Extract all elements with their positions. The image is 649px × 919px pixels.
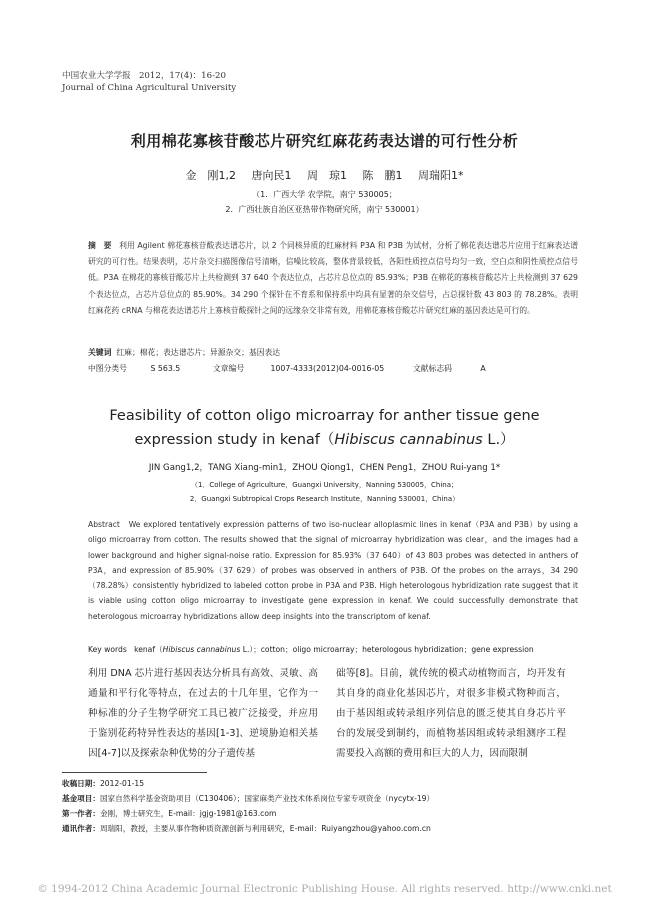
footnote-funding: 基金项目：国家自然科学基金资助项目（C130406）；国家麻类产业技术体系岗位专家专项资金（nycytx-19） (62, 794, 435, 803)
title-en-line2-end: L.） (482, 432, 515, 448)
doc-code-label: 文献标志码 (412, 364, 452, 373)
affiliation-zh: 2．广西壮族自治区亚热带作物研究所，南宁 530001） (225, 205, 424, 214)
keywords-en (88, 644, 598, 655)
footnote-received: 收稿日期：2012-01-15 (62, 779, 145, 788)
doc-number-label: 文章编号 (212, 364, 245, 373)
authors-zh (0, 167, 649, 183)
abstract-zh (88, 238, 578, 319)
affiliation-zh: （1．广西大学 农学院，南宁 530005； (252, 190, 397, 199)
journal-name-zh: 中国农业大学学报 (62, 71, 131, 81)
keywords-label-en: Key words (88, 645, 127, 654)
title-en-line2: expression study in kenaf（ (134, 432, 335, 448)
abstract-text-en: We explored tentatively expression patterns of two iso-nuclear alloplasmic lines in kenaf（P3A and P3B）by using a oligo microarray from cotton. The results showed that the signal of microarray hybridization was clear，and the images had a lower background and higher signal-noise ratio. Expression for 85.93%（37 640）of 43 803 probes was detected in anthers of P3A，and expression of 85.90%（37 629）of probes was observed in anthers of P3B. Of the probes on the arrays，34 290（78.28%）consistently hybridized to labeled cotton probe in P3A and P3B. High heterologous hybridization rate suggest that it is viable using cotton oligo microarray to investigate gene expression in kenaf. We could successfully demonstrate that heterologous microarray hybridizations allow deep insights into the transcriptom of kenaf. (88, 520, 578, 621)
title-en-species: Hibiscus cannabinus (334, 432, 483, 448)
keywords-en-pre: kenaf（ (134, 645, 163, 654)
affiliation-en: 2．Guangxi Subtropical Crops Research Institute，Nanning 530001，China） (189, 495, 460, 503)
abstract-en (88, 517, 578, 624)
keywords-en-species: Hibiscus cannabinus (162, 645, 241, 654)
keywords-label-zh: 关键词 (88, 348, 112, 357)
author-zh: 陈 鹏1 (362, 169, 403, 182)
affiliations-zh (0, 187, 649, 217)
abstract-text-zh: 利用 Agilent 棉花寡核苷酸表达谱芯片，以 2 个同核异质的红麻材料 P3A 和 P3B 为试材，分析了棉花表达谱芯片应用于红麻表达谱研究的可行性。结果表明，芯片杂交扫描图像信号清晰，信噪比较高，整体背景较低，各阳性质控点信号均匀一致，空白点和阴性质控点信号低。P3A 在棉花的寡核苷酸芯片上共检测到 37 640 个表达位点，占芯片总位点的 85.93%；P3B 在棉花的寡核苷酸芯片上共检测到 37 629 个表达位点，占芯片总位点的 85.90%。34 290 个探针在不育系和保持系中均具有显著的杂交信号，占总探针数 43 803 的 78.28%。表明红麻花药 cRNA 与棉花表达谱芯片上寡核苷酸探针之间的远缘杂交非常有效，用棉花寡核苷酸芯片研究红麻的基因表达是可行的。 (88, 241, 579, 315)
body-column-right: 础等[8]。目前，就传统的模式动植物而言，均开发有其自身的商业化基因芯片，对很多非模式物种而言，由于基因组或转录组序列信息的匮乏使其自身芯片平台的发展受到制约，而植物基因组或转录组测序工程需要投入高额的费用和巨大的人力，因而限制 (336, 668, 566, 759)
copyright-watermark: © 1994-2012 China Academic Journal Electronic Publishing House. All rights reserved. http://www.cnki.net (37, 883, 612, 895)
author-zh: 周 琼1 (307, 169, 347, 182)
classification-zh (88, 363, 578, 374)
title-en-line1: Feasibility of cotton oligo microarray for anther tissue gene (109, 408, 540, 424)
paper-title-en (0, 404, 649, 452)
clc-value: S 563.5 (150, 364, 181, 373)
journal-issue: 2012，17(4)：16-20 (138, 71, 226, 81)
author-zh: 周瑞阳1* (418, 169, 464, 182)
paper-title-zh: 利用棉花寡核苷酸芯片研究红麻花药表达谱的可行性分析 (130, 132, 519, 150)
footnote-divider (62, 772, 207, 773)
authors-en: JIN Gang1,2，TANG Xiang-min1，ZHOU Qiong1，CHEN Peng1，ZHOU Rui-yang 1* (148, 463, 501, 473)
footnote-corresponding: 通讯作者：周瑞阳，教授，主要从事作物种质资源创新与利用研究，E-mail：Ruiyangzhou@yahoo.com.cn (62, 824, 431, 833)
clc-label: 中图分类号 (88, 364, 127, 373)
doc-number-value: 1007-4333(2012)04-0016-05 (270, 364, 385, 373)
author-zh: 唐向民1 (251, 169, 292, 182)
author-zh: 金 刚1,2 (185, 169, 236, 182)
affiliation-en: （1．College of Agriculture，Guangxi University，Nanning 530005，China； (190, 481, 459, 489)
abstract-label-zh: 摘 要 (88, 241, 112, 250)
body-column-left: 利用 DNA 芯片进行基因表达分析具有高效、灵敏、高通量和平行化等特点，在过去的十几年里，它作为一种标准的分子生物学研究工具已被广泛接受，并应用于鉴别花药特异性表达的基因[1-3]、逆境胁迫相关基因[4-7]以及探索杂种优势的分子遗传基 (88, 668, 318, 759)
keywords-text-zh: 红麻；棉花；表达谱芯片；异源杂交；基因表达 (116, 348, 281, 357)
doc-code-value: A (480, 364, 486, 373)
abstract-label-en: Abstract (88, 520, 120, 529)
keywords-zh (88, 347, 280, 358)
keywords-en-post: L.）；cotton；oligo microarray；heterologous hybridization；gene expression (240, 645, 534, 654)
journal-name-en: Journal of China Agricultural University (62, 83, 237, 93)
affiliations-en (0, 478, 649, 506)
journal-header (62, 70, 236, 94)
footnotes (62, 776, 602, 836)
footnote-first-author: 第一作者：金刚，博士研究生，E-mail：jgjg-1981@163.com (62, 809, 277, 818)
